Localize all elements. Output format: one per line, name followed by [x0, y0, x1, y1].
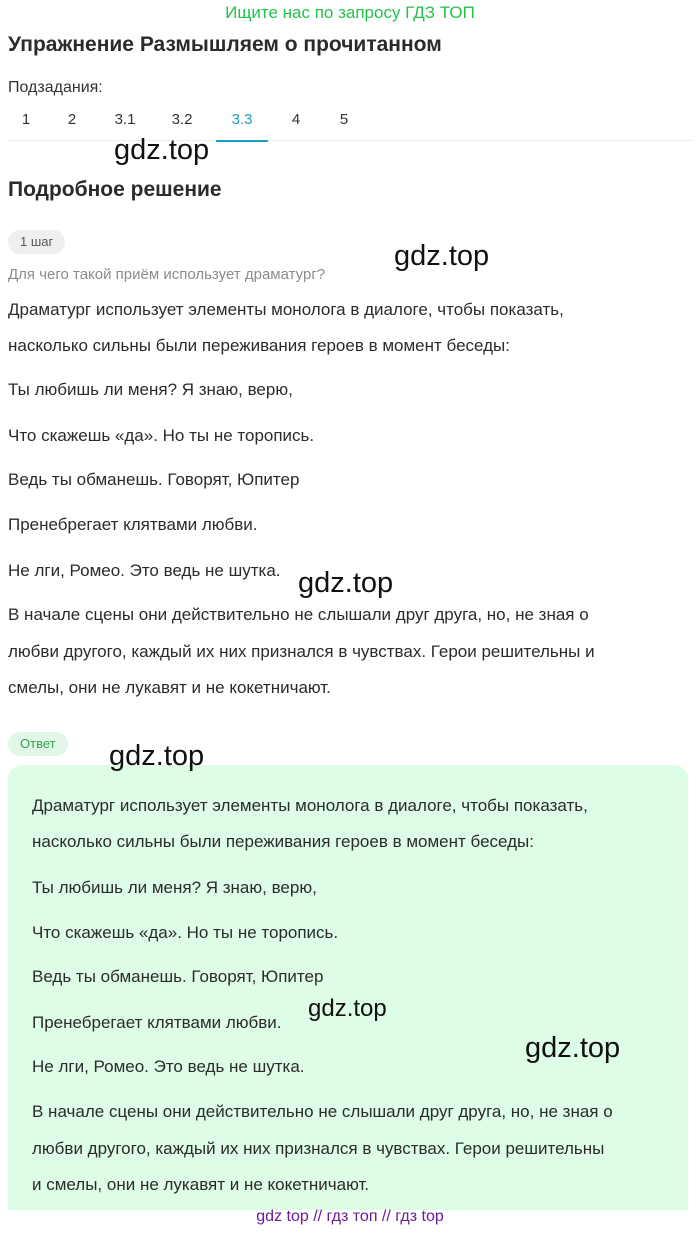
solution-line: Ты любишь ли меня? Я знаю, верю, — [8, 380, 293, 399]
page-title: Упражнение Размышляем о прочитанном — [8, 33, 442, 56]
answer-box — [8, 765, 688, 1210]
subtasks-label: Подзадания: — [8, 79, 103, 96]
footer-links: gdz top // гдз топ // гдз top — [256, 1208, 444, 1225]
watermark: gdz.top — [525, 1032, 621, 1064]
solution-line: Что скажешь «да». Но ты не торопись. — [8, 426, 315, 445]
solution-line: любви другого, каждый их них признался в чувствах. Герои решительны и — [8, 642, 595, 661]
tab-3-3-label: 3.3 — [231, 111, 253, 128]
tab-3-1[interactable]: 3.1 — [114, 111, 136, 128]
solution-line: Пренебрегает клятвами любви. — [8, 515, 258, 534]
answer-line: Ведь ты обманешь. Говорят, Юпитер — [32, 967, 324, 986]
step-badge: 1 шаг — [8, 230, 65, 254]
watermark: gdz.top — [308, 995, 387, 1022]
solution-line: смелы, они не лукавят и не кокетничают. — [8, 678, 331, 697]
answer-line: насколько сильны были переживания героев в момент беседы: — [32, 832, 534, 851]
tab-2[interactable]: 2 — [67, 111, 77, 128]
watermark: gdz.top — [298, 567, 394, 599]
tab-4[interactable]: 4 — [291, 111, 301, 128]
answer-badge: Ответ — [8, 732, 68, 756]
solution-line: Ведь ты обманешь. Говорят, Юпитер — [8, 470, 300, 489]
answer-line: Не лги, Ромео. Это ведь не шутка. — [32, 1057, 305, 1076]
watermark: gdz.top — [394, 240, 490, 272]
solution-line: насколько сильны были переживания героев в момент беседы: — [8, 336, 510, 355]
active-tab-indicator — [216, 140, 268, 142]
answer-line: Ты любишь ли меня? Я знаю, верю, — [32, 878, 317, 897]
answer-line: В начале сцены они действительно не слышали друг друга, но, не зная о — [32, 1102, 613, 1121]
tab-5[interactable]: 5 — [339, 111, 349, 128]
search-banner: Ищите нас по запросу ГДЗ ТОП — [225, 3, 475, 22]
tab-3-2[interactable]: 3.2 — [171, 111, 193, 128]
watermark: gdz.top — [109, 740, 205, 772]
tab-3-3[interactable] — [216, 108, 268, 141]
subtask-tabs — [8, 108, 692, 141]
section-title: Подробное решение — [8, 178, 222, 201]
answer-line: и смелы, они не лукавят и не кокетничают. — [32, 1175, 370, 1194]
solution-line: Не лги, Ромео. Это ведь не шутка. — [8, 561, 281, 580]
solution-line: Драматург использует элементы монолога в диалоге, чтобы показать, — [8, 300, 564, 319]
solution-line: В начале сцены они действительно не слышали друг друга, но, не зная о — [8, 605, 589, 624]
answer-line: Драматург использует элементы монолога в диалоге, чтобы показать, — [32, 796, 588, 815]
tab-1[interactable]: 1 — [21, 111, 31, 128]
answer-line: Пренебрегает клятвами любви. — [32, 1013, 282, 1032]
step-question: Для чего такой приём использует драматург? — [8, 266, 326, 283]
watermark: gdz.top — [114, 134, 210, 166]
answer-line: любви другого, каждый их них признался в чувствах. Герои решительны — [32, 1139, 605, 1158]
answer-line: Что скажешь «да». Но ты не торопись. — [32, 923, 339, 942]
